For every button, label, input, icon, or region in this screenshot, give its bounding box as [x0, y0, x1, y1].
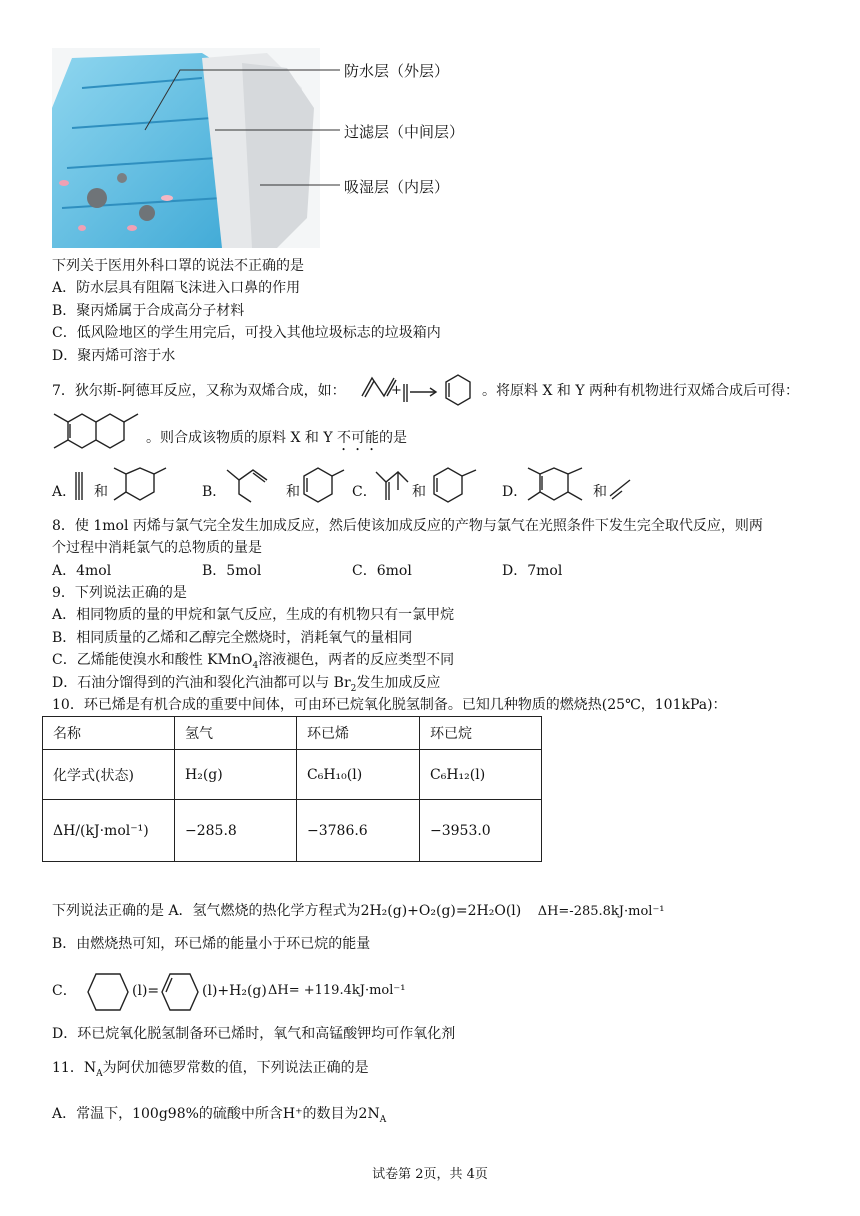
q8-option-a: A．4mol: [52, 563, 112, 579]
table-formula-label: 化学式(状态): [43, 750, 175, 800]
q10-option-d: D．环已烷氧化脱氢制备环已烯时，氧气和高锰酸钾均可作氧化剂: [52, 1026, 456, 1042]
q7-option-c-diene: [374, 466, 414, 506]
label-middle-layer: 过滤层（中间层）: [344, 123, 465, 141]
q7-option-a-alkyne-icon: [72, 470, 92, 504]
q7-option-c-label: C．: [352, 484, 377, 500]
table-row: [43, 750, 542, 800]
q10-option-b: B．由燃烧热可知，环已烯的能量小于环已烷的能量: [52, 936, 371, 952]
q7-plus-sign: +: [391, 383, 402, 398]
q7-option-d-alkene-icon: [608, 474, 632, 502]
q7-target-product-structure: [50, 412, 150, 460]
table-value-c6h12: −3953.0: [420, 800, 542, 862]
q11-option-a: A．常温下，100g98%的硫酸中所含H⁺的数目为$2N_A$: [52, 1106, 387, 1125]
q11-stem: 11．$N_A$为阿伏加德罗常数的值，下列说法正确的是: [52, 1060, 369, 1079]
q8-stem-line1: 8．使 1mol 丙烯与氯气完全发生加成反应，然后使该加成反应的产物与氯气在光照条件下发生完全取代反应，则两: [52, 518, 763, 534]
q10-option-c-label: C．: [52, 983, 77, 999]
q7-option-a-and: 和: [94, 484, 108, 500]
label-inner-layer: 吸湿层（内层）: [344, 178, 450, 196]
q7-emphasis-text: 不可能: [337, 430, 380, 446]
q8-option-b: B．5mol: [202, 563, 262, 579]
table-value-c6h10: −3786.6: [297, 800, 420, 862]
table-row: [43, 800, 542, 862]
table-header-hydrogen: 氢气: [175, 717, 297, 750]
table-formula-h2: H₂(g): [175, 750, 297, 800]
q8-stem-line2: 个过程中消耗氯气的总物质的量是: [52, 540, 262, 556]
q7-option-b-and: 和: [286, 484, 300, 500]
q9-option-b: B．相同质量的乙烯和乙醇完全燃烧时，消耗氧气的量相同: [52, 630, 413, 646]
q6-stem: 下列关于医用外科口罩的说法不正确的是: [52, 258, 304, 274]
q6-option-a: A．防水层具有阻隔飞沫进入口鼻的作用: [52, 280, 301, 296]
q7-option-a-diene-ring: [112, 466, 172, 506]
q7-option-c-and: 和: [412, 484, 426, 500]
q7-option-b-ring: [298, 466, 348, 506]
q10-equation-a: 2H₂(g)+O₂(g)=2H₂O(l): [360, 903, 522, 919]
q6-option-c: C．低风险地区的学生用完后，可投入其他垃圾标志的垃圾箱内: [52, 325, 441, 341]
table-dh-label: ΔH/(kJ·mol⁻¹): [43, 800, 175, 862]
q9-option-d: D．石油分馏得到的汽油和裂化汽油都可以与 $Br_2$发生加成反应: [52, 675, 441, 694]
label-outer-layer: 防水层（外层）: [344, 62, 450, 80]
leader-lines: [120, 60, 360, 200]
q9-option-a: A．相同物质的量的甲烷和氯气反应，生成的有机物只有一氯甲烷: [52, 607, 455, 623]
q7-option-c-ring: [426, 466, 482, 506]
table-header-cyclohexene: 环已烯: [297, 717, 420, 750]
cyclohexene-ring-icon: [160, 970, 204, 1014]
diels-alder-example-structures: [360, 370, 490, 410]
table-value-h2: −285.8: [175, 800, 297, 862]
q6-option-d: D．聚丙烯可溶于水: [52, 348, 176, 364]
table-header-name: 名称: [43, 717, 175, 750]
q7-option-d-and: 和: [593, 484, 607, 500]
table-header-row: [43, 717, 542, 750]
q9-option-c: C．乙烯能使溴水和酸性 KMnO$_4$溶液褪色，两者的反应类型不同: [52, 652, 455, 671]
cyclohexane-ring-icon: [86, 970, 130, 1014]
combustion-heat-table: [42, 716, 542, 862]
q7-option-a-label: A．: [52, 484, 77, 500]
q7-option-b-diene: [225, 466, 285, 506]
table-formula-c6h10: C₆H₁₀(l): [297, 750, 420, 800]
q10-option-c-dh: ΔH= +119.4kJ·mol⁻¹: [268, 983, 406, 998]
q7-option-d-label: D．: [502, 484, 528, 500]
q10-option-a: 下列说法正确的是 A．氢气燃烧的热化学方程式为2H₂(g)+O₂(g)=2H₂O(l) ΔH=-285.8kJ·mol⁻¹: [52, 903, 665, 919]
q10-option-c-left: (l)=: [132, 983, 160, 999]
q10-stem: 10．环已烯是有机合成的重要中间体，可由环已烷氧化脱氢制备。已知几种物质的燃烧热(25℃，101kPa)：: [52, 697, 727, 713]
q7-option-b-label: B．: [202, 484, 227, 500]
table-header-cyclohexane: 环已烷: [420, 717, 542, 750]
q10-equation-a-dh: ΔH=-285.8kJ·mol⁻¹: [537, 904, 665, 919]
q7-option-d-diene-ring: [526, 466, 596, 506]
q7-stem-b: 。将原料 X 和 Y 两种有机物进行双烯合成后可得：: [482, 383, 800, 399]
q10-option-c-right: (l)+H₂(g): [202, 983, 267, 999]
q7-stem-c: 。则合成该物质的原料 X 和 Y 不可能的是: [146, 430, 408, 446]
q8-option-c: C．6mol: [352, 563, 412, 579]
q8-option-d: D．7mol: [502, 563, 563, 579]
table-formula-c6h12: C₆H₁₂(l): [420, 750, 542, 800]
page-footer: 试卷第 2页，共 4页: [372, 1167, 488, 1182]
q7-stem-a: 7．狄尔斯-阿德耳反应，又称为双烯合成，如：: [52, 383, 346, 399]
q6-option-b: B．聚丙烯属于合成高分子材料: [52, 303, 245, 319]
q9-stem: 9．下列说法正确的是: [52, 585, 187, 601]
